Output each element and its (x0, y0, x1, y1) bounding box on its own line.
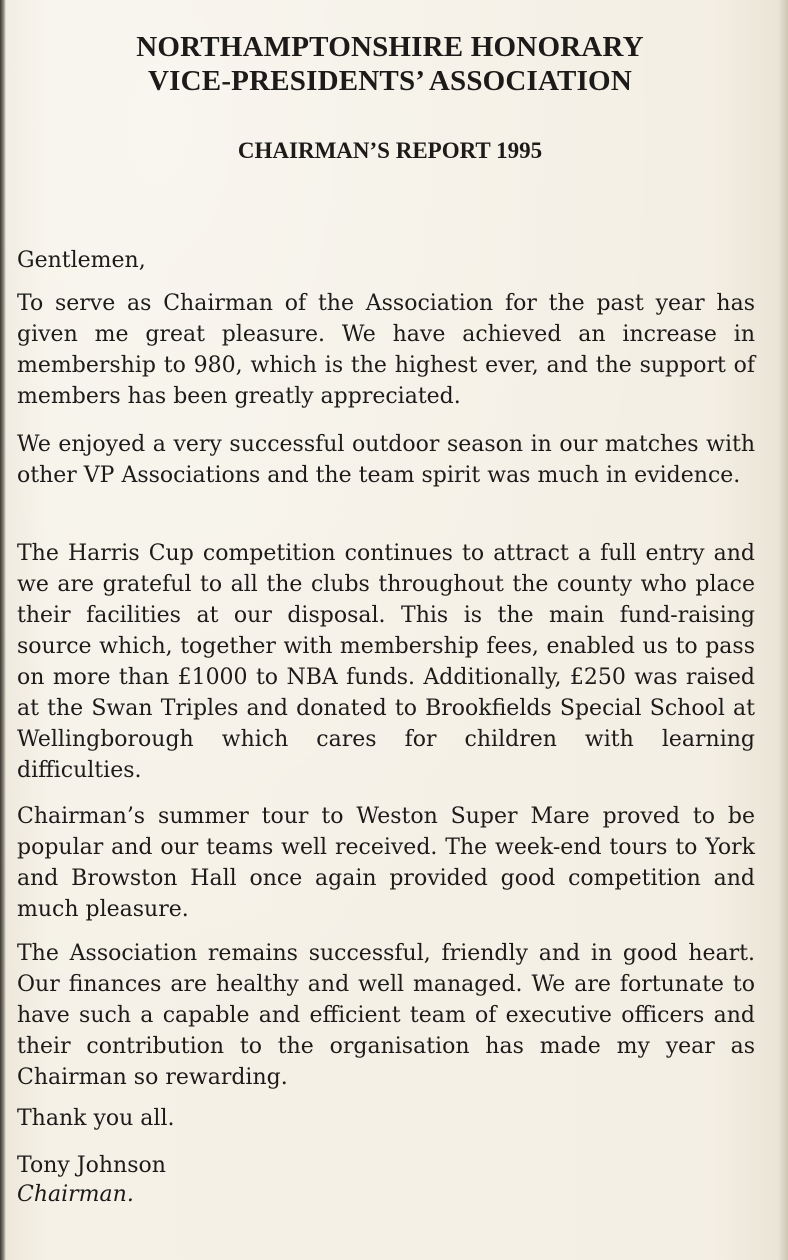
page-binding-edge (0, 0, 6, 1260)
association-title-line-2: VICE-PRESIDENTS’ ASSOCIATION (148, 65, 632, 97)
signature-role: Chairman. (17, 1182, 134, 1207)
paragraph-membership: To serve as Chairman of the Association for the past year has given me great pleasure. We have achieved an increase in membership to 980, which is the highest ever, and the support of members has been greatly appreciated. (17, 291, 755, 409)
paragraph-association-status: The Association remains successful, friendly and in good heart. Our finances are healthy and well managed. We are fortunate to have such a capable and efficient team of executive officers and their contribution to the organisation has made my year as Chairman so rewarding. (17, 941, 755, 1090)
page-right-edge (778, 0, 788, 1260)
paragraph-outdoor-season: We enjoyed a very successful outdoor season in our matches with other VP Associations and the team spirit was much in evidence. (17, 432, 755, 488)
closing-thanks: Thank you all. (17, 1106, 175, 1131)
greeting: Gentlemen, (17, 248, 146, 273)
association-title-line-1: NORTHAMPTONSHIRE HONORARY (136, 31, 644, 63)
paragraph-summer-tour: Chairman’s summer tour to Weston Super Mare proved to be popular and our teams well received. The week-end tours to York and Browston Hall once again provided good competition and much pleasure. (17, 804, 755, 922)
signature-name: Tony Johnson (17, 1153, 166, 1178)
report-title: CHAIRMAN’S REPORT 1995 (237, 138, 543, 163)
paragraph-harris-cup: The Harris Cup competition continues to attract a full entry and we are grateful to all the clubs throughout the county who place their facilities at our disposal. This is the main fund-raising source which, together with membership fees, enabled us to pass on more than £1000 to NBA funds. Additionally, £250 was raised at the Swan Triples and donated to Brookfields Special School at Wellingborough which cares for children with learning difficulties. (17, 541, 755, 783)
